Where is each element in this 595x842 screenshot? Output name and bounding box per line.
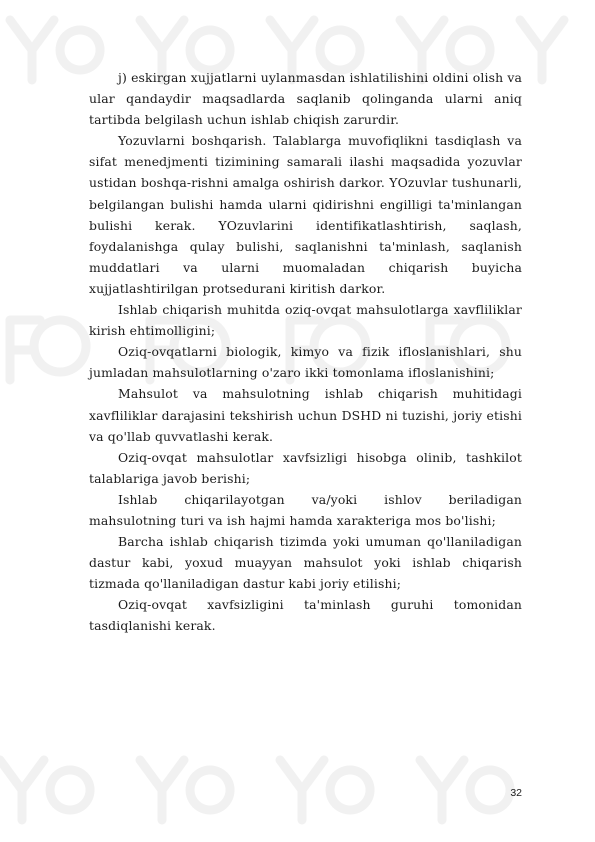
paragraph-records-obsolete: j) eskirgan xujjatlarni uylanmasdan ishlatilishini oldini olish va ular qandaydir maqsadlarda saqlanib qolinganda ularni aniq tartibda belgilash uchun ishlab chiqish zarurdir. xyxy=(89,70,523,128)
paragraph-hazard-probability: Ishlab chiqarish muhitda oziq-ovqat mahsulotlarga xavfliliklar kirish ehtimolligini; xyxy=(89,302,522,339)
document-body xyxy=(89,67,522,637)
paragraph-approval: Oziq-ovqat xavfsizligini ta'minlash guruhi tomonidan tasdiqlanishi kerak. xyxy=(89,597,522,634)
paragraph-program-implementation: Barcha ishlab chiqarish tizimda yoki umuman qo'llaniladigan dastur kabi, yoxud muayyan mahsulot yoki ishlab chiqarish tizmada qo'llaniladigan dastur kabi joriy etilishi; xyxy=(89,534,522,592)
paragraph-food-safety-requirements: Oziq-ovqat mahsulotlar xavfsizligi hisobga olinib, tashkilot talablariga javob berishi; xyxy=(89,449,522,486)
page-number: 32 xyxy=(510,787,522,799)
paragraph-records-management: Yozuvlarni boshqarish. Talablarga muvofiqlikni tasdiqlash va sifat menedjmenti tizimining samarali ilashi maqsadida yozuvlar ustidan boshqa-rishni amalga oshirish darkor. YOzuvlar tushunarli, belgilangan bulishi hamda ularni qidirishni engilligi ta'minlangan bulishi kerak. YOzuvlarini identifikatlashtirish, saqlash, foydalanishga qulay bulishi, saqlanishni ta'minlash, saqlanish muddatlari va ularni muomaladan chiqarish buyicha xujjatlashtirilgan protseduranі kiritish darkor. xyxy=(89,133,522,296)
paragraph-dshd: Mahsulot va mahsulotning ishlab chiqarish muhitidagi xavfliliklar darajasini tekshirish uchun DSHD ni tuzishi, joriy etishi va qo'llab quvvatlashi kerak. xyxy=(89,386,522,444)
paragraph-product-type: Ishlab chiqarilayotgan va/yoki ishlov beriladigan mahsulotning turi va ish hajmi hamda xarakteriga mos bo'lishi; xyxy=(89,491,522,528)
paragraph-contamination: Oziq-ovqatlarni biologik, kimyo va fizik ifloslanishlari, shu jumladan mahsulotlarning o'zaro ikki tomonlama ifloslanishini; xyxy=(89,344,522,381)
